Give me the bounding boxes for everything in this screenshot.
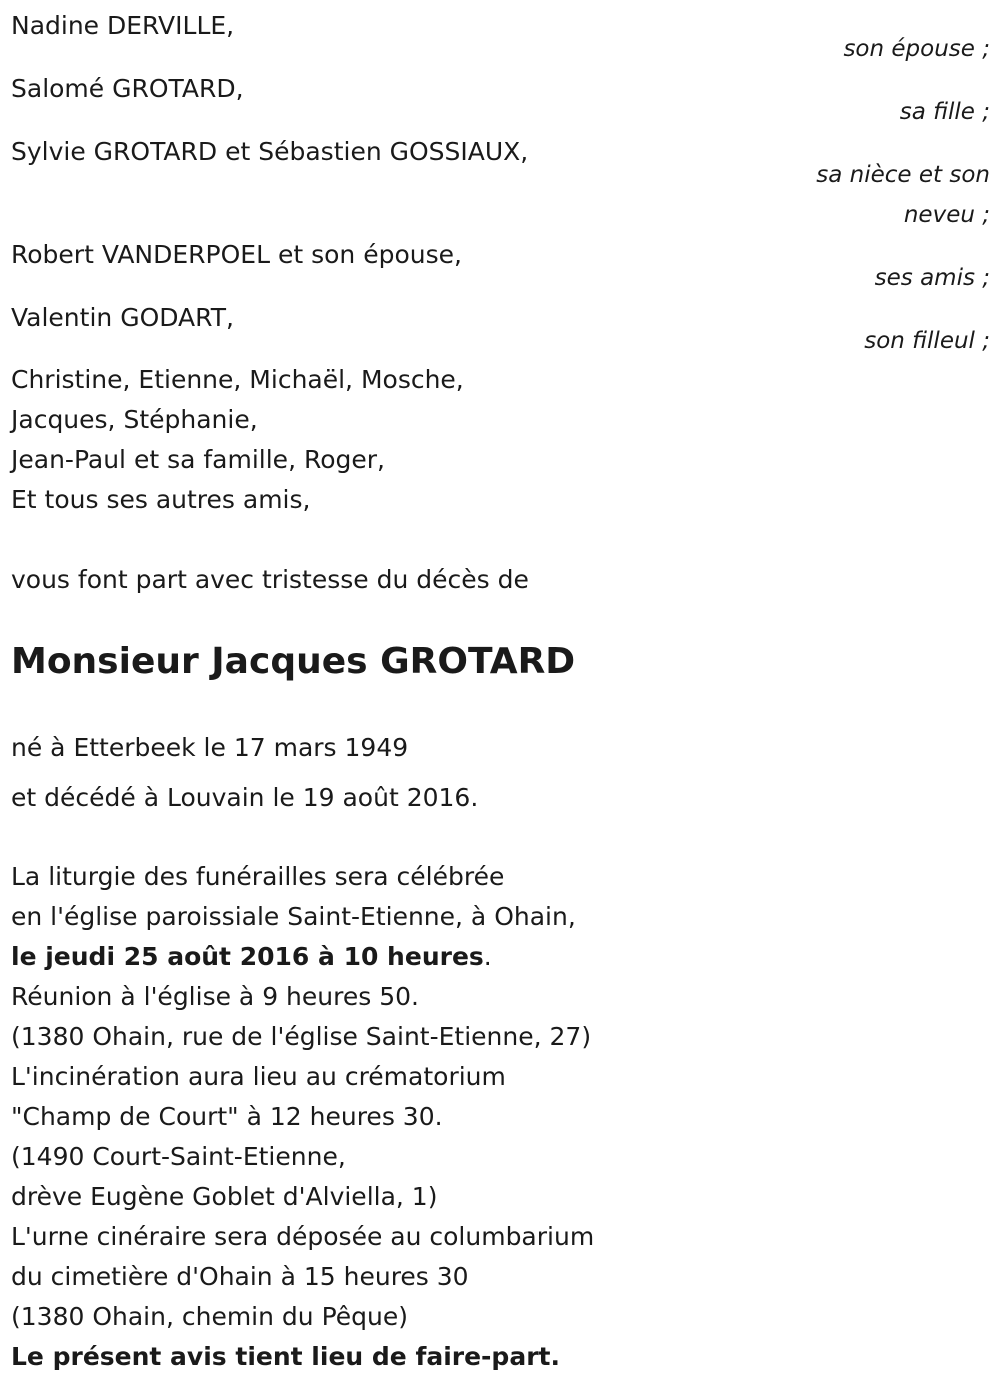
family-member-name: Salomé GROTARD,	[11, 74, 244, 103]
ceremony-line: drève Eugène Goblet d'Alviella, 1)	[11, 1182, 438, 1211]
ceremony-line: (1490 Court-Saint-Etienne,	[11, 1142, 346, 1171]
announcement-text: vous font part avec tristesse du décès de	[11, 565, 529, 594]
ceremony-line: (1380 Ohain, chemin du Pêque)	[11, 1302, 408, 1331]
ceremony-details	[11, 857, 594, 1377]
list-item: Christine, Etienne, Michaël, Mosche,	[11, 365, 464, 394]
birth-info: né à Etterbeek le 17 mars 1949	[11, 733, 409, 762]
family-member-relation: son épouse ;	[843, 36, 990, 62]
family-member-name: Sylvie GROTARD et Sébastien GOSSIAUX,	[11, 137, 529, 166]
ceremony-date: le jeudi 25 août 2016 à 10 heures	[11, 942, 484, 971]
ceremony-line: en l'église paroissiale Saint-Etienne, à Ohain,	[11, 902, 576, 931]
family-member-relation: sa fille ;	[899, 99, 990, 125]
list-item: Et tous ses autres amis,	[11, 485, 311, 514]
family-member-relation: sa nièce et son	[816, 162, 990, 188]
family-member-relation: neveu ;	[903, 202, 990, 228]
list-item: Jean-Paul et sa famille, Roger,	[11, 445, 385, 474]
ceremony-line: du cimetière d'Ohain à 15 heures 30	[11, 1262, 469, 1291]
ceremony-line: (1380 Ohain, rue de l'église Saint-Etienne, 27)	[11, 1022, 592, 1051]
ceremony-line: "Champ de Court" à 12 heures 30.	[11, 1102, 443, 1131]
death-info: et décédé à Louvain le 19 août 2016.	[11, 783, 479, 812]
list-item: Jacques, Stéphanie,	[11, 405, 258, 434]
family-member-name: Nadine DERVILLE,	[11, 11, 235, 40]
friends-list	[11, 360, 464, 520]
family-member-relation: ses amis ;	[874, 265, 990, 291]
ceremony-line: L'incinération aura lieu au crématorium	[11, 1062, 506, 1091]
family-member-name: Valentin GODART,	[11, 303, 234, 332]
ceremony-line: L'urne cinéraire sera déposée au columbarium	[11, 1222, 595, 1251]
ceremony-date-line	[11, 937, 594, 977]
closing-statement: Le présent avis tient lieu de faire-part.	[11, 1342, 560, 1371]
family-member-name: Robert VANDERPOEL et son épouse,	[11, 240, 462, 269]
ceremony-line: La liturgie des funérailles sera célébrée	[11, 862, 505, 891]
ceremony-line: Réunion à l'église à 9 heures 50.	[11, 982, 419, 1011]
deceased-name: Monsieur Jacques GROTARD	[11, 641, 576, 682]
ceremony-date-suffix: .	[483, 942, 492, 971]
family-member-relation: son filleul ;	[864, 328, 990, 354]
